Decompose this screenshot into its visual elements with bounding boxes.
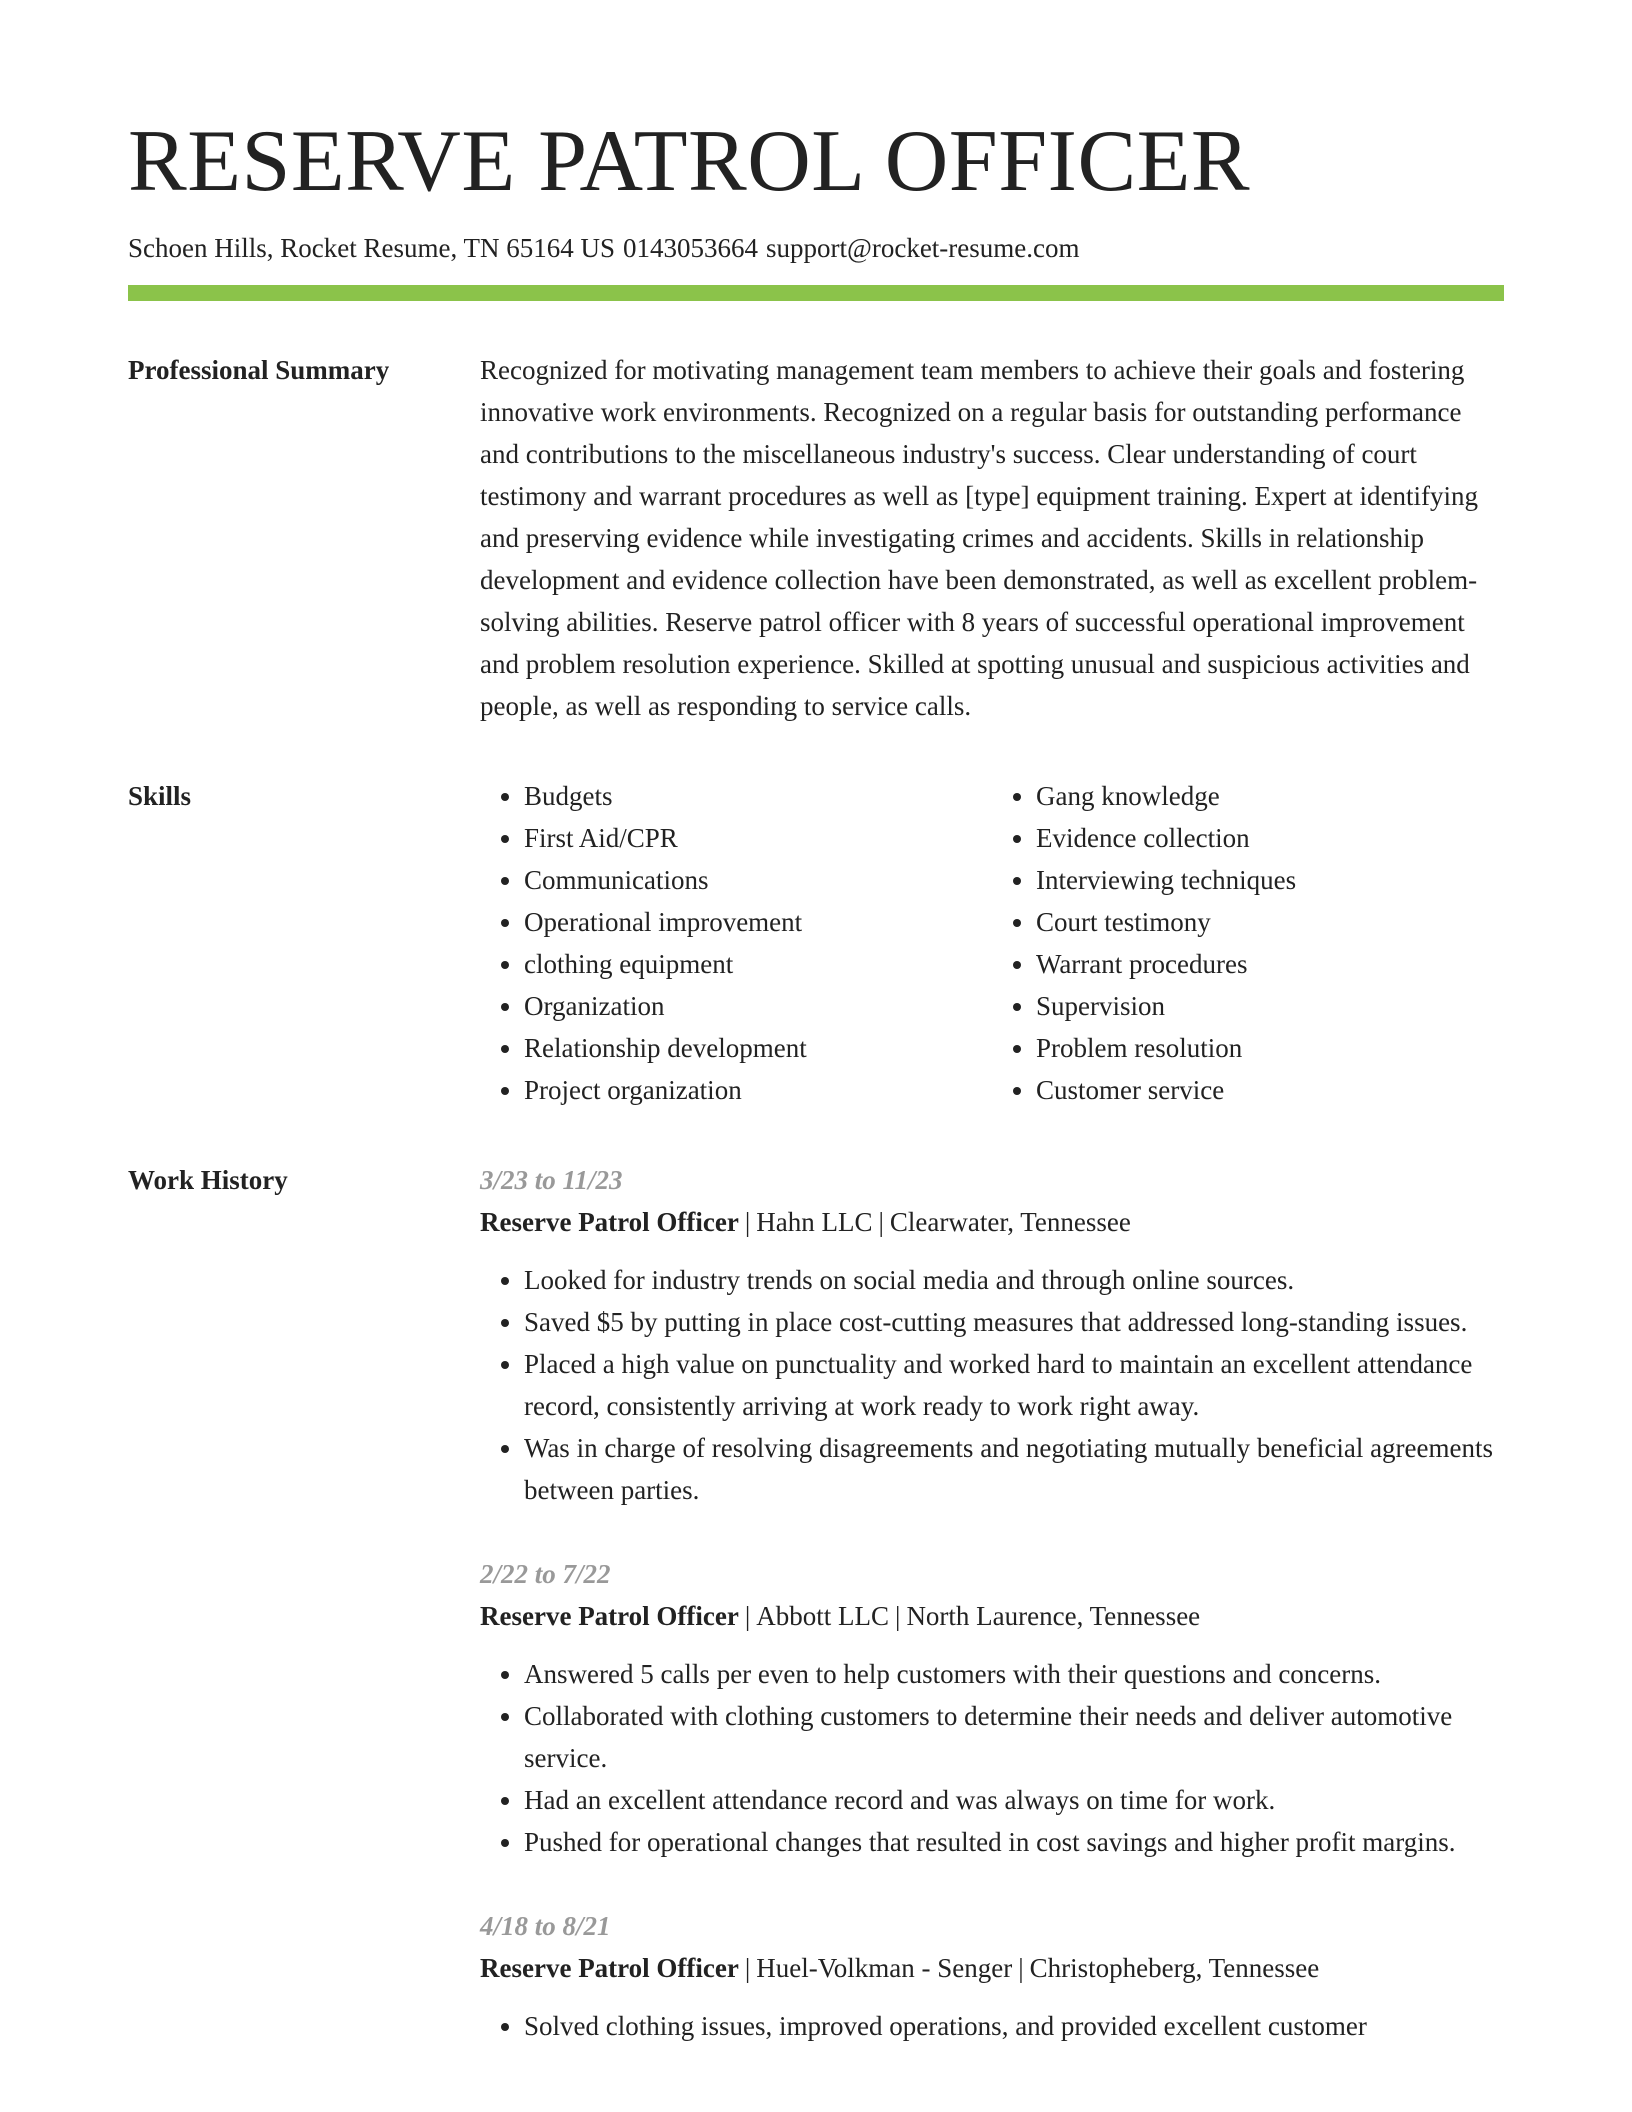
skill-item: • Communications [524, 859, 992, 901]
section-label-summary: Professional Summary [128, 355, 390, 386]
header-divider [128, 285, 1504, 301]
job-location: Clearwater, Tennessee [889, 1207, 1131, 1238]
skill-item: • Evidence collection [1036, 817, 1504, 859]
job-bullet: • Solved clothing issues, improved operations, and provided excellent customer [524, 2005, 1504, 2047]
job-title-line [480, 1595, 1504, 1637]
skills-list-left [480, 775, 992, 1111]
job-bullet: • Looked for industry trends on social media and through online sources. [524, 1259, 1504, 1301]
job-company: Abbott LLC [756, 1601, 890, 1632]
job-bullet: • Collaborated with clothing customers to determine their needs and deliver automotive service. [524, 1695, 1504, 1779]
separator: | [1018, 1953, 1024, 1984]
job-bullet-list [480, 1259, 1504, 1511]
separator: | [744, 1207, 751, 1238]
job-entry [480, 1905, 1504, 2047]
job-company: Huel-Volkman - Senger [756, 1953, 1013, 1984]
skill-item: • Problem resolution [1036, 1027, 1504, 1069]
job-bullet: • Placed a high value on punctuality and worked hard to maintain an excellent attendance record, consistently arriving at work ready to work right away. [524, 1343, 1504, 1427]
summary-section [128, 349, 1504, 727]
skill-item: • First Aid/CPR [524, 817, 992, 859]
job-entry [480, 1159, 1504, 1511]
section-label-work-history: Work History [128, 1165, 288, 1196]
job-bullet: • Answered 5 calls per even to help customers with their questions and concerns. [524, 1653, 1504, 1695]
separator: | [895, 1601, 901, 1632]
job-bullet: • Had an excellent attendance record and was always on time for work. [524, 1779, 1504, 1821]
job-bullet: • Saved $5 by putting in place cost-cutting measures that addressed long-standing issues. [524, 1301, 1504, 1343]
job-role: Reserve Patrol Officer [480, 1601, 739, 1632]
resume-title: RESERVE PATROL OFFICER [128, 113, 1251, 210]
skill-item: • Customer service [1036, 1069, 1504, 1111]
summary-text: Recognized for motivating management team members to achieve their goals and fostering innovative work environments. Recognized on a regular basis for outstanding performance and contributions to the miscellaneous industry's success. Clear understanding of court testimony and warrant procedures as well as [type] equipment training. Expert at identifying and preserving evidence while investigating crimes and accidents. Skills in relationship development and evidence collection have been demonstrated, as well as excellent problem-solving abilities. Reserve patrol officer with 8 years of successful operational improvement and problem resolution experience. Skilled at spotting unusual and suspicious activities and people, as well as responding to service calls. [480, 355, 1478, 722]
job-bullet: • Was in charge of resolving disagreements and negotiating mutually beneficial agreements between parties. [524, 1427, 1504, 1511]
job-bullet-list [480, 2005, 1504, 2047]
contact-line [128, 232, 1504, 264]
section-label-skills: Skills [128, 781, 192, 812]
separator: | [744, 1601, 751, 1632]
job-dates: 3/23 to 11/23 [480, 1165, 623, 1196]
skill-item: • Organization [524, 985, 992, 1027]
separator: | [744, 1953, 751, 1984]
work-history-body [480, 1159, 1504, 2089]
skill-item: • Supervision [1036, 985, 1504, 1027]
skills-list-right [992, 775, 1504, 1111]
job-company: Hahn LLC [756, 1207, 873, 1238]
job-title-line [480, 1201, 1504, 1243]
job-location: Christopheberg, Tennessee [1029, 1953, 1320, 1984]
skill-item: • Interviewing techniques [1036, 859, 1504, 901]
job-dates: 4/18 to 8/21 [480, 1911, 611, 1942]
skill-item: • Project organization [524, 1069, 992, 1111]
skills-body [480, 775, 1504, 1111]
job-bullet: • Pushed for operational changes that resulted in cost savings and higher profit margins. [524, 1821, 1504, 1863]
job-bullet-list [480, 1653, 1504, 1863]
skill-item: • clothing equipment [524, 943, 992, 985]
summary-body [480, 349, 1504, 727]
skill-item: • Gang knowledge [1036, 775, 1504, 817]
skill-item: • Operational improvement [524, 901, 992, 943]
job-entry [480, 1553, 1504, 1863]
contact-email: support@rocket-resume.com [765, 233, 1080, 263]
job-title-line [480, 1947, 1504, 1989]
contact-address: Schoen Hills, Rocket Resume, TN 65164 US [128, 233, 615, 263]
contact-phone: 0143053664 [622, 233, 758, 263]
job-location: North Laurence, Tennessee [906, 1601, 1201, 1632]
job-role: Reserve Patrol Officer [480, 1953, 739, 1984]
skill-item: • Budgets [524, 775, 992, 817]
skill-item: • Court testimony [1036, 901, 1504, 943]
separator: | [878, 1207, 884, 1238]
skill-item: • Warrant procedures [1036, 943, 1504, 985]
job-dates: 2/22 to 7/22 [480, 1559, 611, 1590]
job-role: Reserve Patrol Officer [480, 1207, 739, 1238]
skill-item: • Relationship development [524, 1027, 992, 1069]
skills-section [128, 775, 1504, 1111]
work-history-section [128, 1159, 1504, 2089]
